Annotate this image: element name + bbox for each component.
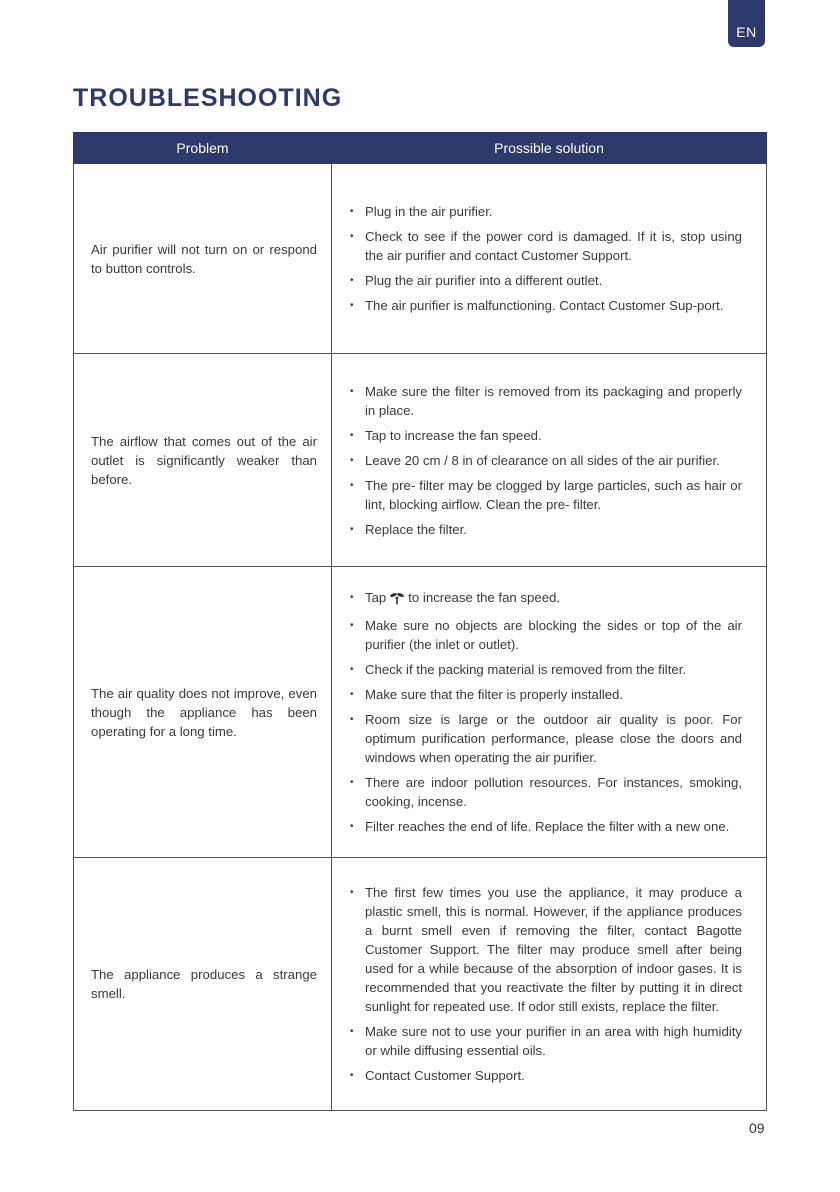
solution-item: • Plug the air purifier into a different outlet. bbox=[350, 271, 742, 290]
table-row bbox=[74, 164, 767, 354]
solution-text-before: Tap bbox=[365, 590, 387, 605]
solution-item: • Room size is large or the outdoor air quality is poor. For optimum purification performance, please close the doors and windows when operating the air purifier. bbox=[350, 710, 742, 767]
solution-item: • Make sure not to use your purifier in an area with high humidity or while diffusing essential oils. bbox=[350, 1022, 742, 1060]
solution-item: • The first few times you use the appliance, it may produce a plastic smell, this is normal. However, if the appliance produces a burnt smell even if removing the filter, contact Bagotte Customer Support. The filter may produce smell after being used for a while because of the absorption of indoor gases. It is recommended that you reactivate the filter by putting it in direct sunlight for repeated use. If odor still exists, replace the filter. bbox=[350, 883, 742, 1016]
solution-list bbox=[350, 883, 742, 1085]
language-badge: EN bbox=[728, 0, 765, 47]
table-row bbox=[74, 858, 767, 1111]
table-header-row bbox=[74, 133, 767, 164]
solution-item: • Make sure that the filter is properly installed. bbox=[350, 685, 742, 704]
problem-cell: Air purifier will not turn on or respond to button controls. bbox=[74, 164, 332, 354]
solution-list bbox=[350, 588, 742, 836]
solution-item bbox=[350, 588, 742, 610]
solution-cell bbox=[332, 567, 767, 858]
solution-item: • Replace the filter. bbox=[350, 520, 742, 539]
fan-icon bbox=[389, 591, 405, 610]
solution-cell bbox=[332, 354, 767, 567]
solution-item: • Filter reaches the end of life. Replace the filter with a new one. bbox=[350, 817, 742, 836]
table-row bbox=[74, 567, 767, 858]
solution-item: • Tap to increase the fan speed. bbox=[350, 426, 742, 445]
solution-item: • Make sure the filter is removed from its packaging and properly in place. bbox=[350, 382, 742, 420]
solution-cell bbox=[332, 858, 767, 1111]
column-header-problem: Problem bbox=[74, 133, 332, 164]
solution-list bbox=[350, 382, 742, 539]
solution-item: • Leave 20 cm / 8 in of clearance on all sides of the air purifier. bbox=[350, 451, 742, 470]
solution-item: • Make sure no objects are blocking the sides or top of the air purifier (the inlet or outlet). bbox=[350, 616, 742, 654]
page-title: TROUBLESHOOTING bbox=[73, 84, 343, 112]
solution-item: • There are indoor pollution resources. For instances, smoking, cooking, incense. bbox=[350, 773, 742, 811]
column-header-solution: Prossible solution bbox=[332, 133, 767, 164]
solution-item: • Contact Customer Support. bbox=[350, 1066, 742, 1085]
solution-item: • The pre- filter may be clogged by large particles, such as hair or lint, blocking airflow. Clean the pre- filter. bbox=[350, 476, 742, 514]
solution-item: • Plug in the air purifier. bbox=[350, 202, 742, 221]
table-row bbox=[74, 354, 767, 567]
page-number: 09 bbox=[749, 1120, 765, 1136]
solution-cell bbox=[332, 164, 767, 354]
problem-cell: The airflow that comes out of the air outlet is significantly weaker than before. bbox=[74, 354, 332, 567]
solution-item: • The air purifier is malfunctioning. Contact Customer Sup-port. bbox=[350, 296, 742, 315]
problem-cell: The air quality does not improve, even though the appliance has been operating for a long time. bbox=[74, 567, 332, 858]
solution-list bbox=[350, 202, 742, 315]
solution-text-after: to increase the fan speed. bbox=[408, 590, 561, 605]
solution-item: • Check if the packing material is removed from the filter. bbox=[350, 660, 742, 679]
problem-cell: The appliance produces a strange smell. bbox=[74, 858, 332, 1111]
solution-item: • Check to see if the power cord is damaged. If it is, stop using the air purifier and contact Customer Support. bbox=[350, 227, 742, 265]
troubleshooting-table bbox=[73, 132, 767, 1111]
